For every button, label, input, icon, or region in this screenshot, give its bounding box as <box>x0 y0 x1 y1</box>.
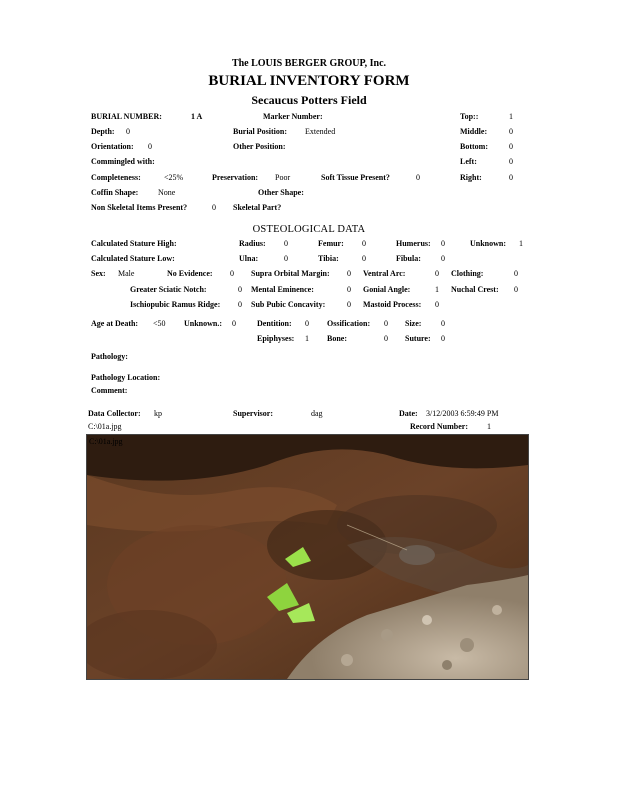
age-unknown-label: Unknown.: <box>184 319 223 328</box>
left-value: 0 <box>509 157 513 166</box>
sciatic-notch-value: 0 <box>238 285 242 294</box>
non-skeletal-label: Non Skeletal Items Present? <box>91 203 188 212</box>
supra-orbital-label: Supra Orbital Margin: <box>251 269 330 278</box>
suture-label: Suture: <box>405 334 431 343</box>
suture-value: 0 <box>441 334 445 343</box>
sex-label: Sex: <box>91 269 106 278</box>
tibia-label: Tibia: <box>318 254 339 263</box>
epiphyses-label: Epiphyses: <box>257 334 295 343</box>
burial-position-value: Extended <box>305 127 336 136</box>
stature-high-label: Calculated Stature High: <box>91 239 177 248</box>
pathology-label: Pathology: <box>91 352 128 361</box>
femur-label: Femur: <box>318 239 344 248</box>
humerus-label: Humerus: <box>396 239 431 248</box>
left-label: Left: <box>460 157 477 166</box>
fibula-value: 0 <box>441 254 445 263</box>
completeness-value: <25% <box>164 173 184 182</box>
coffin-shape-label: Coffin Shape: <box>91 188 139 197</box>
ischiopubic-value: 0 <box>238 300 242 309</box>
supra-orbital-value: 0 <box>347 269 351 278</box>
ulna-value: 0 <box>284 254 288 263</box>
osteo-section-title: OSTEOLOGICAL DATA <box>252 224 366 235</box>
ventral-arc-value: 0 <box>435 269 439 278</box>
radius-value: 0 <box>284 239 288 248</box>
company-name: The LOUIS BERGER GROUP, Inc. <box>231 58 387 69</box>
subpubic-label: Sub Pubic Concavity: <box>251 300 326 309</box>
epiphyses-value: 1 <box>305 334 309 343</box>
age-unknown-value: 0 <box>232 319 236 328</box>
fibula-label: Fibula: <box>396 254 421 263</box>
data-collector-value: kp <box>154 409 162 418</box>
subpubic-value: 0 <box>347 300 351 309</box>
age-value: <50 <box>153 319 166 328</box>
marker-number-label: Marker Number: <box>263 112 323 121</box>
other-position-label: Other Position: <box>233 142 286 151</box>
coffin-shape-value: None <box>158 188 176 197</box>
non-skeletal-value: 0 <box>212 203 216 212</box>
clothing-label: Clothing: <box>451 269 484 278</box>
humerus-value: 0 <box>441 239 445 248</box>
record-number-label: Record Number: <box>410 422 468 431</box>
image-path: C:\01a.jpg <box>88 422 122 431</box>
bone-label: Bone: <box>327 334 347 343</box>
burial-position-label: Burial Position: <box>233 127 288 136</box>
size-label: Size: <box>405 319 422 328</box>
mastoid-value: 0 <box>435 300 439 309</box>
burial-number-label: BURIAL NUMBER: <box>91 112 162 121</box>
depth-value: 0 <box>126 127 130 136</box>
right-value: 0 <box>509 173 513 182</box>
ossification-label: Ossification: <box>327 319 371 328</box>
unknown-bone-value: 1 <box>519 239 523 248</box>
no-evidence-value: 0 <box>230 269 234 278</box>
completeness-label: Completeness: <box>91 173 141 182</box>
record-number-value: 1 <box>487 422 491 431</box>
bottom-value: 0 <box>509 142 513 151</box>
gonial-angle-value: 1 <box>435 285 439 294</box>
photo-caption: C:\01a.jpg <box>89 437 123 446</box>
top-value: 1 <box>509 112 513 121</box>
depth-label: Depth: <box>91 127 115 136</box>
middle-value: 0 <box>509 127 513 136</box>
preservation-label: Preservation: <box>212 173 259 182</box>
date-value: 3/12/2003 6:59:49 PM <box>426 409 499 418</box>
supervisor-label: Supervisor: <box>233 409 273 418</box>
middle-label: Middle: <box>460 127 488 136</box>
dentition-value: 0 <box>305 319 309 328</box>
radius-label: Radius: <box>239 239 266 248</box>
bottom-label: Bottom: <box>460 142 488 151</box>
size-value: 0 <box>441 319 445 328</box>
data-collector-label: Data Collector: <box>88 409 141 418</box>
mental-eminence-value: 0 <box>347 285 351 294</box>
ulna-label: Ulna: <box>239 254 259 263</box>
preservation-value: Poor <box>275 173 291 182</box>
burial-photo-image <box>87 435 528 679</box>
commingled-label: Commingled with: <box>91 157 155 166</box>
burial-number-value: 1 A <box>191 112 203 121</box>
nuchal-crest-value: 0 <box>514 285 518 294</box>
top-label: Top:: <box>460 112 479 121</box>
ischiopubic-label: Ischiopubic Ramus Ridge: <box>130 300 221 309</box>
clothing-value: 0 <box>514 269 518 278</box>
sciatic-notch-label: Greater Sciatic Notch: <box>130 285 207 294</box>
nuchal-crest-label: Nuchal Crest: <box>451 285 499 294</box>
tibia-value: 0 <box>362 254 366 263</box>
sex-value: Male <box>118 269 135 278</box>
orientation-label: Orientation: <box>91 142 134 151</box>
ossification-value: 0 <box>384 319 388 328</box>
gonial-angle-label: Gonial Angle: <box>363 285 411 294</box>
form-title: BURIAL INVENTORY FORM <box>208 73 410 89</box>
femur-value: 0 <box>362 239 366 248</box>
stature-low-label: Calculated Stature Low: <box>91 254 175 263</box>
age-label: Age at Death: <box>91 319 139 328</box>
other-shape-label: Other Shape: <box>258 188 304 197</box>
mental-eminence-label: Mental Eminence: <box>251 285 314 294</box>
orientation-value: 0 <box>148 142 152 151</box>
burial-photo <box>86 434 529 680</box>
soft-tissue-value: 0 <box>416 173 420 182</box>
comment-label: Comment: <box>91 386 128 395</box>
right-label: Right: <box>460 173 482 182</box>
site-name: Secaucus Potters Field <box>251 93 367 107</box>
skeletal-part-label: Skeletal Part? <box>233 203 282 212</box>
pathology-location-label: Pathology Location: <box>91 373 161 382</box>
soft-tissue-label: Soft Tissue Present? <box>321 173 390 182</box>
ventral-arc-label: Ventral Arc: <box>363 269 406 278</box>
unknown-bone-label: Unknown: <box>470 239 507 248</box>
supervisor-value: dag <box>311 409 323 418</box>
no-evidence-label: No Evidence: <box>167 269 213 278</box>
mastoid-label: Mastoid Process: <box>363 300 422 309</box>
bone-value: 0 <box>384 334 388 343</box>
date-label: Date: <box>399 409 418 418</box>
dentition-label: Dentition: <box>257 319 292 328</box>
